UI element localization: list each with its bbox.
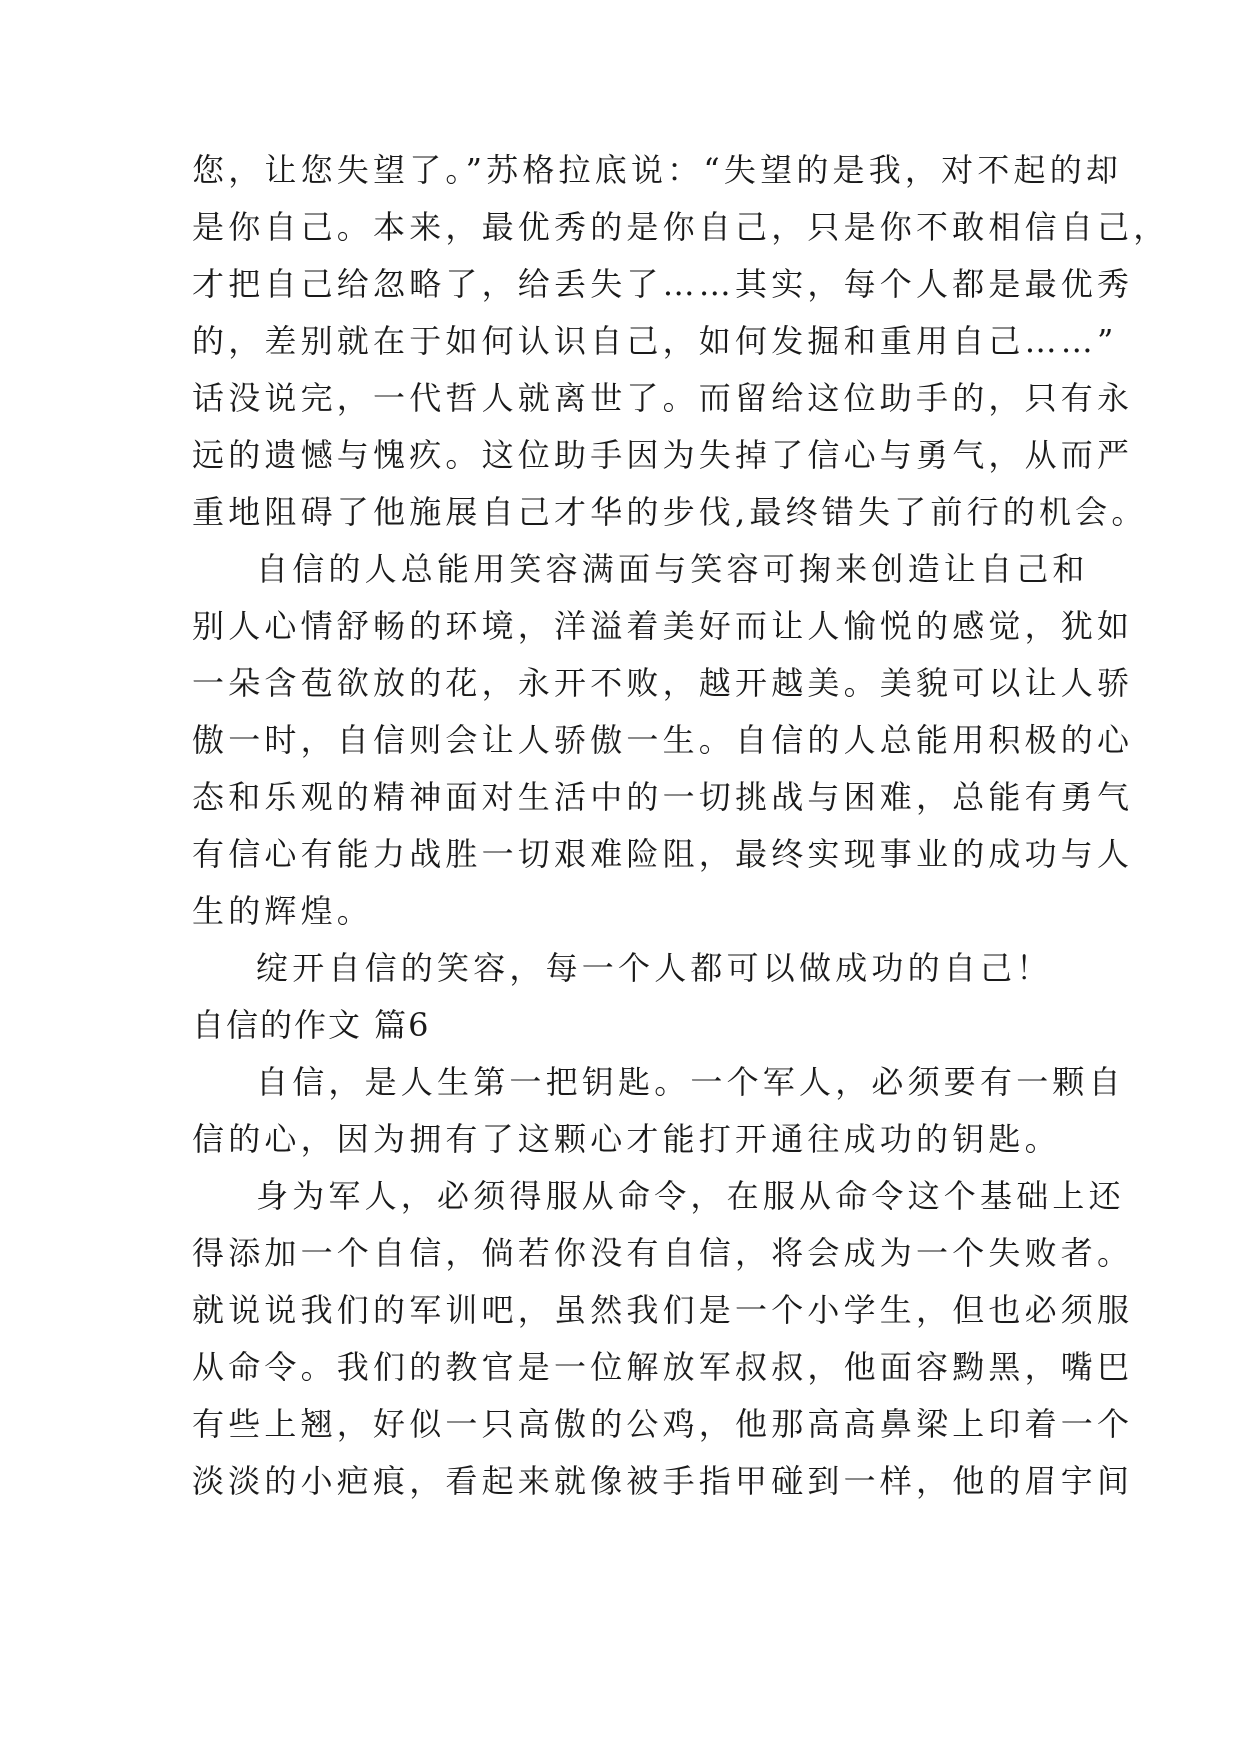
text-line: 才把自己给忽略了，给丢失了……其实，每个人都是最优秀 bbox=[192, 265, 1134, 303]
text-line: 傲一时，自信则会让人骄傲一生。自信的人总能用积极的心 bbox=[192, 721, 1134, 759]
text-line: 的，差别就在于如何认识自己，如何发掘和重用自己……” bbox=[192, 322, 1118, 360]
text-line: 一朵含苞欲放的花，永开不败，越开越美。美貌可以让人骄 bbox=[192, 664, 1134, 702]
text-line: 远的遗憾与愧疚。这位助手因为失掉了信心与勇气，从而严 bbox=[192, 436, 1134, 474]
text-line: 自信的人总能用笑容满面与笑容可掬来创造让自己和 bbox=[256, 550, 1089, 588]
text-line: 别人心情舒畅的环境，洋溢着美好而让人愉悦的感觉，犹如 bbox=[192, 607, 1134, 645]
text-line: 身为军人，必须得服从命令，在服从命令这个基础上还 bbox=[256, 1177, 1125, 1215]
text-line: 就说说我们的军训吧，虽然我们是一个小学生，但也必须服 bbox=[192, 1291, 1134, 1329]
text-line: 绽开自信的笑容，每一个人都可以做成功的自己！ bbox=[256, 949, 1053, 987]
text-line: 得添加一个自信，倘若你没有自信，将会成为一个失败者。 bbox=[192, 1234, 1134, 1272]
text-line: 自信，是人生第一把钥匙。一个军人，必须要有一颗自 bbox=[256, 1063, 1125, 1101]
text-line: 淡淡的小疤痕，看起来就像被手指甲碰到一样，他的眉宇间 bbox=[192, 1462, 1134, 1500]
text-line: 有些上翘，好似一只高傲的公鸡，他那高高鼻梁上印着一个 bbox=[192, 1405, 1134, 1443]
section-heading: 自信的作文 篇6 bbox=[192, 1006, 431, 1044]
text-line: 您，让您失望了。”苏格拉底说：“失望的是我，对不起的却 bbox=[192, 151, 1123, 189]
text-line: 态和乐观的精神面对生活中的一切挑战与困难，总能有勇气 bbox=[192, 778, 1134, 816]
text-line: 从命令。我们的教官是一位解放军叔叔，他面容黝黑，嘴巴 bbox=[192, 1348, 1134, 1386]
text-line: 重地阻碍了他施展自己才华的步伐,最终错失了前行的机会。 bbox=[192, 493, 1148, 531]
text-line: 有信心有能力战胜一切艰难险阻，最终实现事业的成功与人 bbox=[192, 835, 1134, 873]
text-line: 信的心，因为拥有了这颗心才能打开通往成功的钥匙。 bbox=[192, 1120, 1061, 1158]
text-line: 话没说完，一代哲人就离世了。而留给这位助手的，只有永 bbox=[192, 379, 1134, 417]
text-line: 生的辉煌。 bbox=[192, 892, 374, 930]
text-line: 是你自己。本来，最优秀的是你自己，只是你不敢相信自己， bbox=[192, 208, 1170, 246]
